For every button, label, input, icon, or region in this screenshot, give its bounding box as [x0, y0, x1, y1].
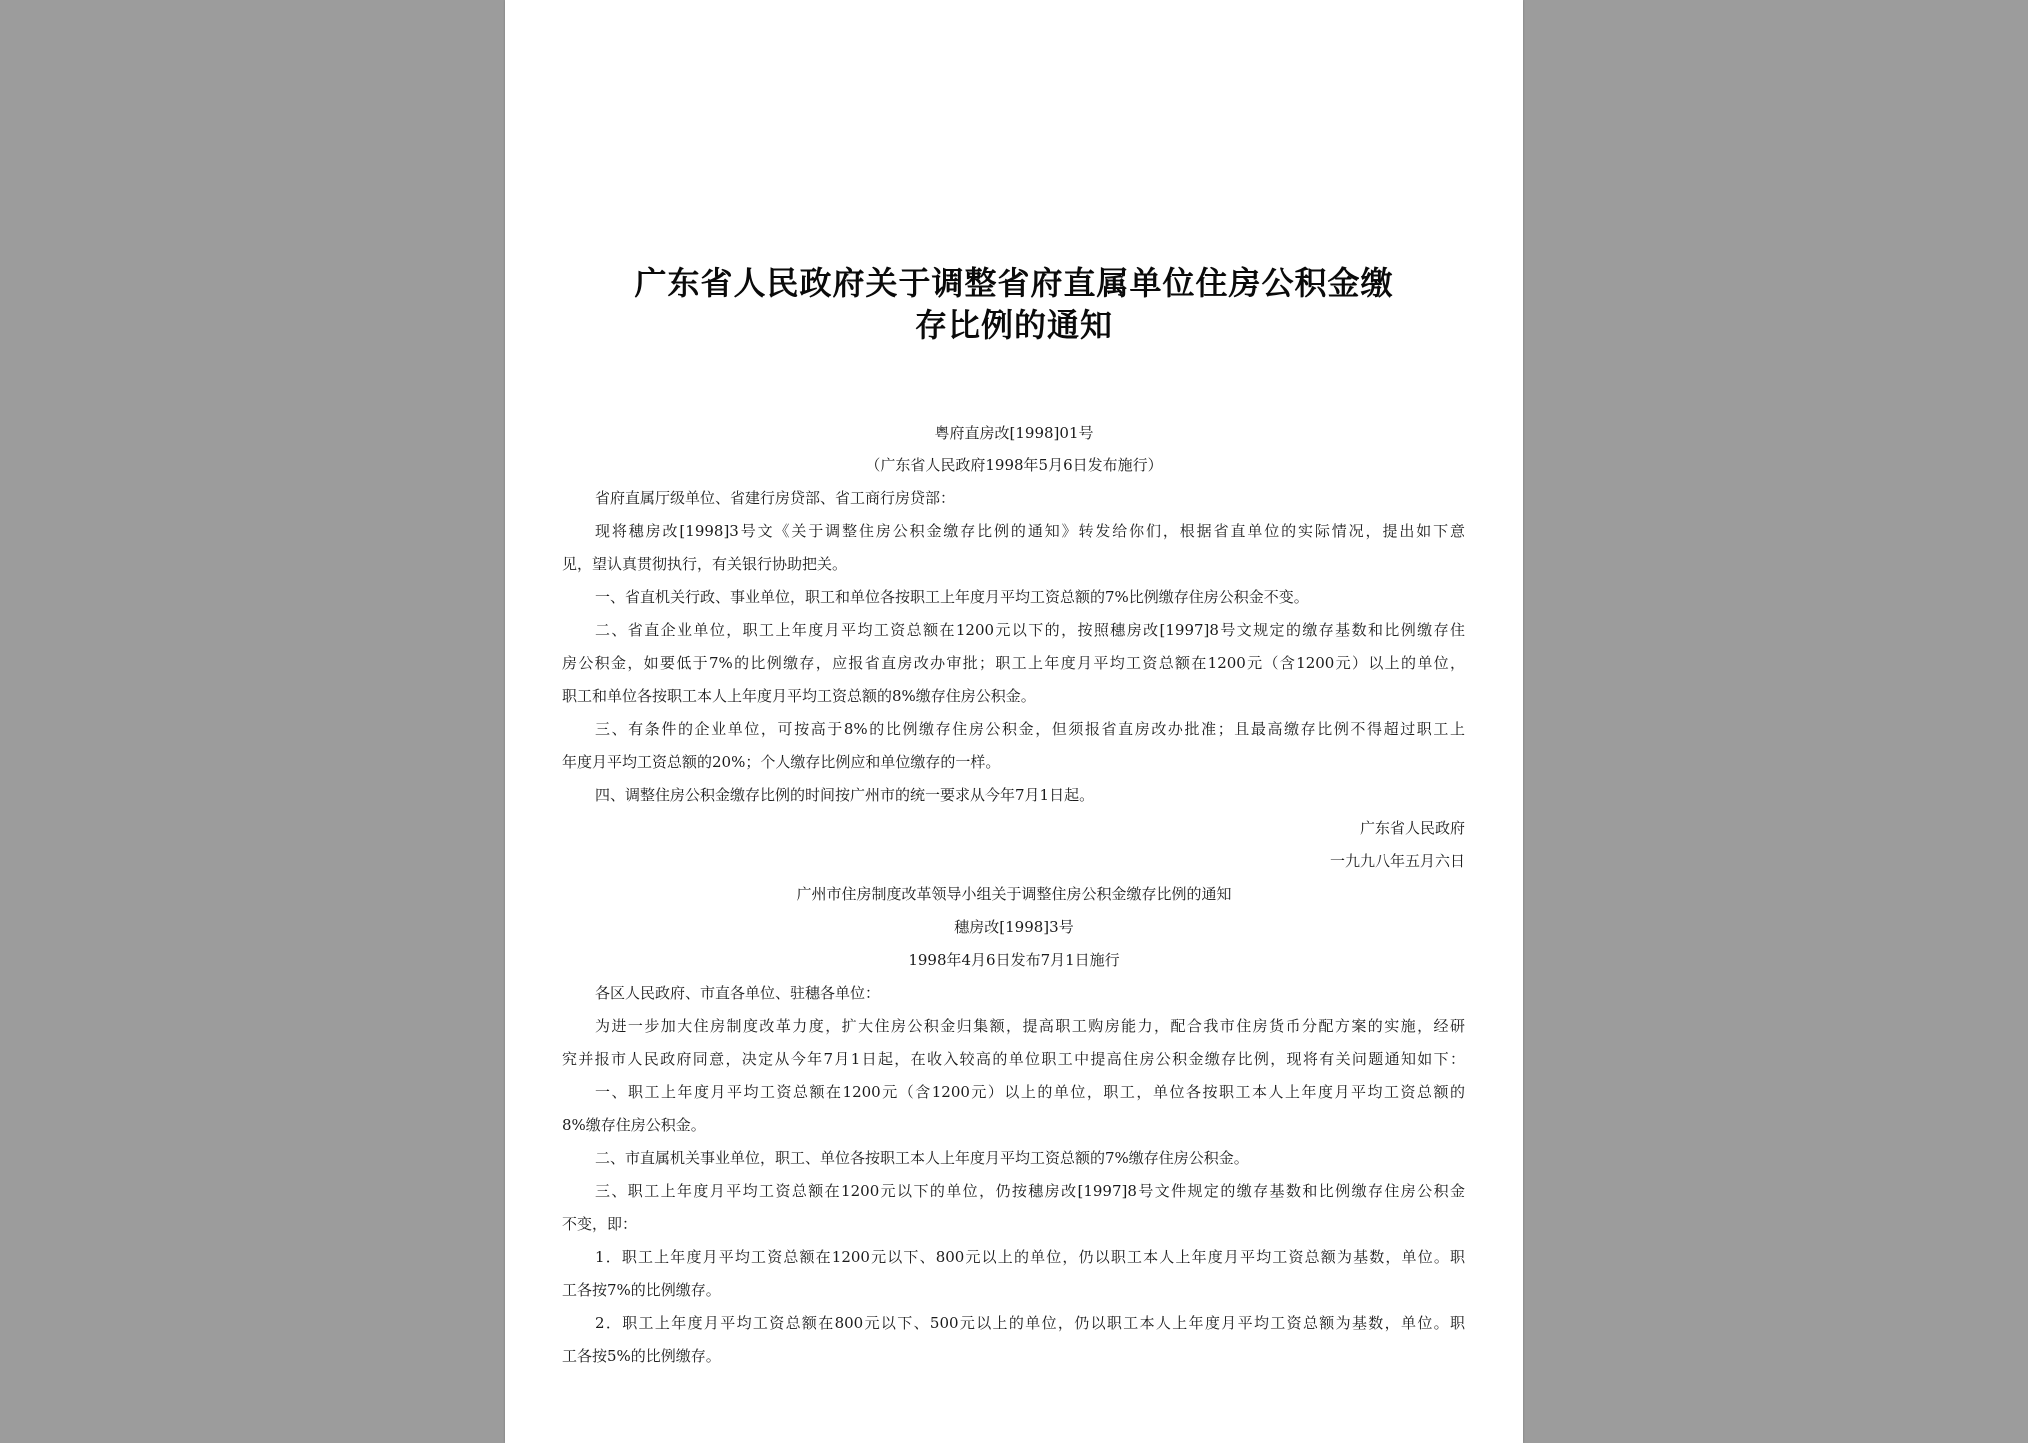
attached-subitem-2-line-2: 工各按5%的比例缴存。	[562, 1347, 721, 1365]
doc-number: 粤府直房改[1998]01号	[934, 424, 1094, 442]
intro-line-1: 现将穗房改[1998]3号文《关于调整住房公积金缴存比例的通知》转发给你们，根据省直单位的实际情况，提出如下意	[595, 522, 1465, 540]
item-4: 四、调整住房公积金缴存比例的时间按广州市的统一要求从今年7月1日起。	[595, 786, 1095, 804]
item-1: 一、省直机关行政、事业单位，职工和单位各按职工上年度月平均工资总额的7%比例缴存住房公积金不变。	[595, 588, 1309, 606]
item-2-line-1: 二、省直企业单位，职工上年度月平均工资总额在1200元以下的，按照穗房改[1997]8号文规定的缴存基数和比例缴存住	[595, 621, 1465, 639]
document-title	[565, 262, 1463, 346]
item-2-line-2: 房公积金，如要低于7%的比例缴存，应报省直房改办审批；职工上年度月平均工资总额在1200元（含1200元）以上的单位，	[562, 654, 1465, 672]
addressee: 省府直属厅级单位、省建行房贷部、省工商行房贷部：	[595, 489, 956, 507]
attached-notice-issued: 1998年4月6日发布7月1日施行	[908, 951, 1120, 969]
attached-notice-number: 穗房改[1998]3号	[954, 918, 1074, 936]
intro-line-2: 见，望认真贯彻执行，有关银行协助把关。	[562, 555, 848, 573]
item-3-line-2: 年度月平均工资总额的20%；个人缴存比例应和单位缴存的一样。	[562, 753, 1001, 771]
sign-date: 一九九八年五月六日	[1329, 852, 1465, 870]
attached-item-1-line-1: 一、职工上年度月平均工资总额在1200元（含1200元）以上的单位，职工，单位各按职工本人上年度月平均工资总额的	[595, 1083, 1465, 1101]
attached-notice-title: 广州市住房制度改革领导小组关于调整住房公积金缴存比例的通知	[796, 885, 1232, 903]
attached-intro-line-2: 究并报市人民政府同意，决定从今年7月1日起，在收入较高的单位职工中提高住房公积金缴存比例，现将有关问题通知如下：	[562, 1050, 1465, 1068]
signer: 广东省人民政府	[1359, 819, 1465, 837]
attached-item-1-line-2: 8%缴存住房公积金。	[562, 1116, 706, 1134]
attached-subitem-1-line-1: 1．职工上年度月平均工资总额在1200元以下、800元以上的单位，仍以职工本人上年度月平均工资总额为基数，单位。职	[595, 1248, 1465, 1266]
title-line-2: 存比例的通知	[914, 306, 1113, 344]
item-3-line-1: 三、有条件的企业单位，可按高于8%的比例缴存住房公积金，但须报省直房改办批准；且最高缴存比例不得超过职工上	[595, 720, 1465, 738]
document-page	[505, 0, 1523, 1443]
attached-item-3-line-1: 三、职工上年度月平均工资总额在1200元以下的单位，仍按穗房改[1997]8号文件规定的缴存基数和比例缴存住房公积金	[595, 1182, 1465, 1200]
attached-item-3-line-2: 不变，即：	[562, 1215, 638, 1233]
attached-subitem-2-line-1: 2．职工上年度月平均工资总额在800元以下、500元以上的单位，仍以职工本人上年度月平均工资总额为基数，单位。职	[595, 1314, 1465, 1332]
title-line-1: 广东省人民政府关于调整省府直属单位住房公积金缴	[634, 264, 1394, 302]
attached-item-2: 二、市直属机关事业单位，职工、单位各按职工本人上年度月平均工资总额的7%缴存住房公积金。	[595, 1149, 1249, 1167]
attached-subitem-1-line-2: 工各按7%的比例缴存。	[562, 1281, 721, 1299]
attached-addressee: 各区人民政府、市直各单位、驻穗各单位：	[595, 984, 881, 1002]
issue-note: （广东省人民政府1998年5月6日发布施行）	[865, 456, 1163, 474]
item-2-line-3: 职工和单位各按职工本人上年度月平均工资总额的8%缴存住房公积金。	[562, 687, 1036, 705]
attached-intro-line-1: 为进一步加大住房制度改革力度，扩大住房公积金归集额，提高职工购房能力，配合我市住房货币分配方案的实施，经研	[595, 1017, 1465, 1035]
